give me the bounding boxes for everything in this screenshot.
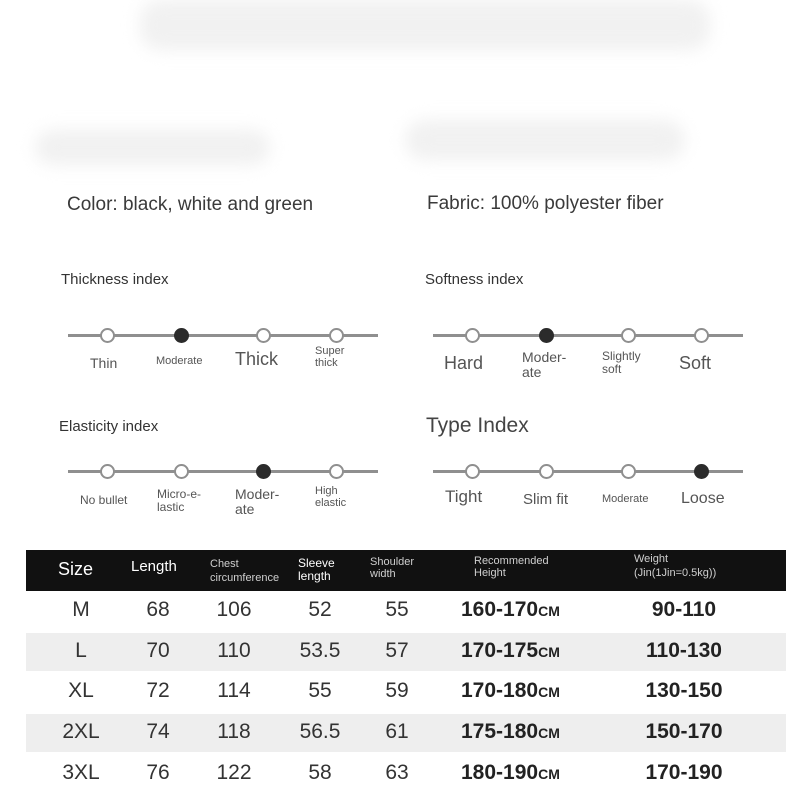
cell-size: 3XL: [62, 761, 100, 784]
cell-length: 76: [146, 761, 170, 784]
cell-height: [461, 679, 581, 703]
cell-size: XL: [68, 679, 94, 702]
cell-shoulder: 59: [385, 679, 409, 702]
cell-chest: 110: [217, 639, 251, 662]
height-value: 180-190: [461, 761, 539, 784]
height-value: 160-170: [461, 598, 539, 621]
scale-dot-slightly-soft: [621, 328, 636, 343]
faded-banner-left: [35, 130, 270, 165]
cell-sleeve: 56.5: [299, 720, 341, 743]
scale-label-high-elastic: High elastic: [315, 485, 347, 509]
cell-sleeve: 58: [308, 761, 332, 784]
elasticity-index-title: Elasticity index: [59, 418, 159, 435]
height-value: 170-180: [461, 679, 539, 702]
scale-dot-soft: [694, 328, 709, 343]
header-sleeve: Sleeve length: [298, 556, 335, 583]
scale-dot-micro-elastic: [174, 464, 189, 479]
scale-label-loose: Loose: [681, 490, 725, 507]
cell-size: 2XL: [62, 720, 100, 743]
size-table-header: [26, 550, 786, 591]
scale-dot-tight: [465, 464, 480, 479]
thickness-scale: [68, 318, 378, 388]
cell-chest: 106: [216, 598, 252, 621]
scale-dot-moderate-selected: [539, 328, 554, 343]
scale-dot-super-thick: [329, 328, 344, 343]
table-row: [26, 714, 786, 752]
cell-length: 72: [146, 679, 170, 702]
softness-index-title: Softness index: [425, 271, 524, 288]
cell-chest: 122: [216, 761, 252, 784]
cell-chest: 114: [217, 679, 251, 702]
thickness-index-title: Thickness index: [61, 271, 169, 288]
cell-sleeve: 52: [308, 598, 332, 621]
cell-length: 74: [146, 720, 170, 743]
cell-shoulder: 55: [385, 598, 409, 621]
height-unit: CM: [538, 644, 560, 660]
cell-height: [461, 639, 581, 663]
cell-shoulder: 63: [385, 761, 409, 784]
scale-dot-thick: [256, 328, 271, 343]
scale-label-slightly-soft: Slightly soft: [602, 349, 641, 376]
height-value: 170-175: [461, 639, 539, 662]
height-unit: CM: [538, 684, 560, 700]
header-weight-note: (Jin(1Jin=0.5kg)): [634, 567, 717, 579]
faded-banner-top: [140, 0, 710, 50]
scale-label-tight: Tight: [445, 487, 483, 506]
header-chest: Chest circumference: [210, 558, 280, 585]
scale-label-no-bullet: No bullet: [80, 493, 128, 507]
cell-size: M: [72, 598, 90, 621]
header-weight: Weight: [634, 553, 669, 565]
cell-sleeve: 53.5: [299, 639, 341, 662]
scale-label-thick: Thick: [235, 349, 279, 369]
header-shoulder: Shoulder width: [370, 556, 415, 580]
scale-dot-high-elastic: [329, 464, 344, 479]
scale-label-hard: Hard: [444, 353, 484, 373]
scale-label-moderate: Moderate: [156, 355, 203, 367]
scale-label-thin: Thin: [90, 355, 118, 371]
scale-label-soft: Soft: [679, 353, 712, 373]
header-recommended-height: Recommended Height: [474, 555, 549, 579]
scale-dot-hard: [465, 328, 480, 343]
scale-dot-slim-fit: [539, 464, 554, 479]
scale-dot-loose-selected: [694, 464, 709, 479]
cell-chest: 118: [217, 720, 251, 743]
color-attribute: Color: black, white and green: [67, 194, 314, 215]
cell-height: [461, 598, 581, 622]
scale-dot-moderate-selected: [256, 464, 271, 479]
cell-weight: 170-190: [645, 761, 723, 784]
height-value: 175-180: [461, 720, 539, 743]
scale-label-super-thick: Super thick: [315, 345, 345, 369]
type-index-title: Type Index: [426, 414, 529, 437]
elasticity-scale: [68, 454, 378, 524]
cell-height: [461, 761, 581, 785]
scale-dot-moderate: [621, 464, 636, 479]
scale-dot-thin: [100, 328, 115, 343]
table-row: [26, 755, 786, 793]
cell-weight: 90-110: [651, 598, 717, 621]
height-unit: CM: [538, 603, 560, 619]
type-scale: [433, 454, 743, 524]
scale-label-micro-elastic: Micro-e-lastic: [157, 487, 201, 514]
cell-sleeve: 55: [308, 679, 332, 702]
table-row: [26, 673, 786, 711]
height-unit: CM: [538, 766, 560, 782]
cell-shoulder: 57: [385, 639, 409, 662]
cell-shoulder: 61: [385, 720, 409, 743]
height-unit: CM: [538, 725, 560, 741]
header-length: Length: [131, 558, 177, 575]
scale-dot-moderate-selected: [174, 328, 189, 343]
cell-height: [461, 720, 581, 744]
scale-dot-no-bullet: [100, 464, 115, 479]
cell-weight: 110-130: [646, 639, 722, 662]
table-row: [26, 633, 786, 671]
header-size: Size: [58, 559, 94, 579]
cell-length: 68: [146, 598, 170, 621]
scale-label-moderate: Moderate: [602, 493, 649, 505]
table-row: [26, 592, 786, 630]
cell-weight: 150-170: [645, 720, 723, 743]
softness-scale: [433, 318, 743, 388]
scale-label-slim-fit: Slim fit: [523, 491, 568, 508]
fabric-attribute: Fabric: 100% polyester fiber: [427, 193, 664, 214]
scale-label-moderate: Moder-ate: [235, 486, 280, 517]
scale-label-moderate: Moder-ate: [522, 349, 567, 380]
faded-banner-right: [405, 120, 685, 160]
cell-length: 70: [146, 639, 170, 662]
cell-size: L: [75, 639, 87, 662]
cell-weight: 130-150: [645, 679, 723, 702]
